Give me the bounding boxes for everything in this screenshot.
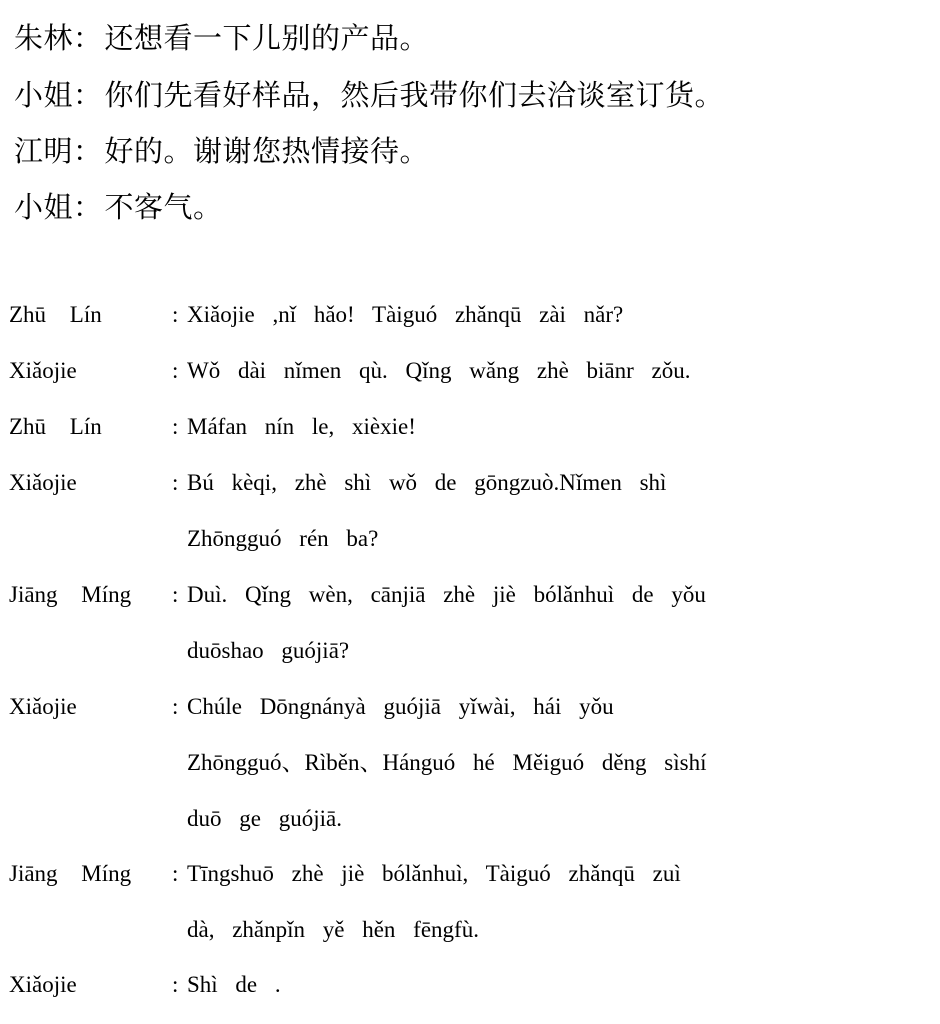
- pinyin-colon: :: [172, 972, 179, 997]
- pinyin-continuation: Zhōngguó、Rìběn、Hánguó hé Měiguó děng sìshí: [187, 750, 707, 775]
- pinyin-speaker: Xiǎojie: [9, 694, 77, 719]
- pinyin-text: Xiǎojie ,nǐ hǎo! Tàiguó zhǎnqū zài nǎr?: [187, 302, 624, 327]
- pinyin-text: Máfan nín le, xièxie!: [187, 414, 416, 439]
- pinyin-speaker: Jiāng Míng: [9, 582, 132, 607]
- chinese-line: [14, 133, 429, 169]
- pinyin-continuation: dà, zhǎnpǐn yě hěn fēngfù.: [187, 917, 479, 942]
- pinyin-text: Tīngshuō zhè jiè bólǎnhuì, Tàiguó zhǎnqū zuì: [187, 861, 681, 886]
- pinyin-speaker: Xiǎojie: [9, 470, 77, 495]
- chinese-speaker: 小姐：: [14, 190, 103, 224]
- pinyin-speaker: Xiǎojie: [9, 972, 77, 997]
- pinyin-speaker: Jiāng Míng: [9, 861, 132, 886]
- pinyin-text: Shì de .: [187, 972, 281, 997]
- pinyin-continuation: Zhōngguó rén ba?: [187, 526, 379, 551]
- pinyin-continuation: duōshao guójiā?: [187, 638, 350, 663]
- chinese-line: [14, 20, 429, 56]
- pinyin-speaker: Xiǎojie: [9, 358, 77, 383]
- pinyin-text: Bú kèqi, zhè shì wǒ de gōngzuò.Nǐmen shì: [187, 470, 667, 495]
- chinese-text: 好的。谢谢您热情接待。: [104, 134, 430, 168]
- chinese-speaker: 朱林：: [14, 21, 103, 55]
- pinyin-speaker: Zhū Lín: [9, 302, 102, 327]
- pinyin-text: Wǒ dài nǐmen qù. Qǐng wǎng zhè biānr zǒu.: [187, 358, 691, 383]
- pinyin-continuation: duō ge guójiā.: [187, 806, 342, 831]
- pinyin-text: Chúle Dōngnányà guójiā yǐwài, hái yǒu: [187, 694, 614, 719]
- pinyin-text: Duì. Qǐng wèn, cānjiā zhè jiè bólǎnhuì de yǒu: [187, 582, 706, 607]
- pinyin-colon: :: [172, 470, 179, 495]
- chinese-speaker: 江明：: [14, 134, 103, 168]
- pinyin-colon: :: [172, 358, 179, 383]
- chinese-line: [14, 189, 223, 225]
- chinese-text: 还想看一下儿别的产品。: [104, 21, 430, 55]
- chinese-line: [14, 77, 724, 113]
- pinyin-colon: :: [172, 861, 179, 886]
- chinese-speaker: 小姐：: [14, 78, 103, 112]
- chinese-text: 不客气。: [104, 190, 223, 224]
- pinyin-colon: :: [172, 694, 179, 719]
- chinese-text: 你们先看好样品，然后我带你们去洽谈室订货。: [104, 78, 725, 112]
- pinyin-colon: :: [172, 414, 179, 439]
- pinyin-colon: :: [172, 302, 179, 327]
- pinyin-colon: :: [172, 582, 179, 607]
- pinyin-speaker: Zhū Lín: [9, 414, 102, 439]
